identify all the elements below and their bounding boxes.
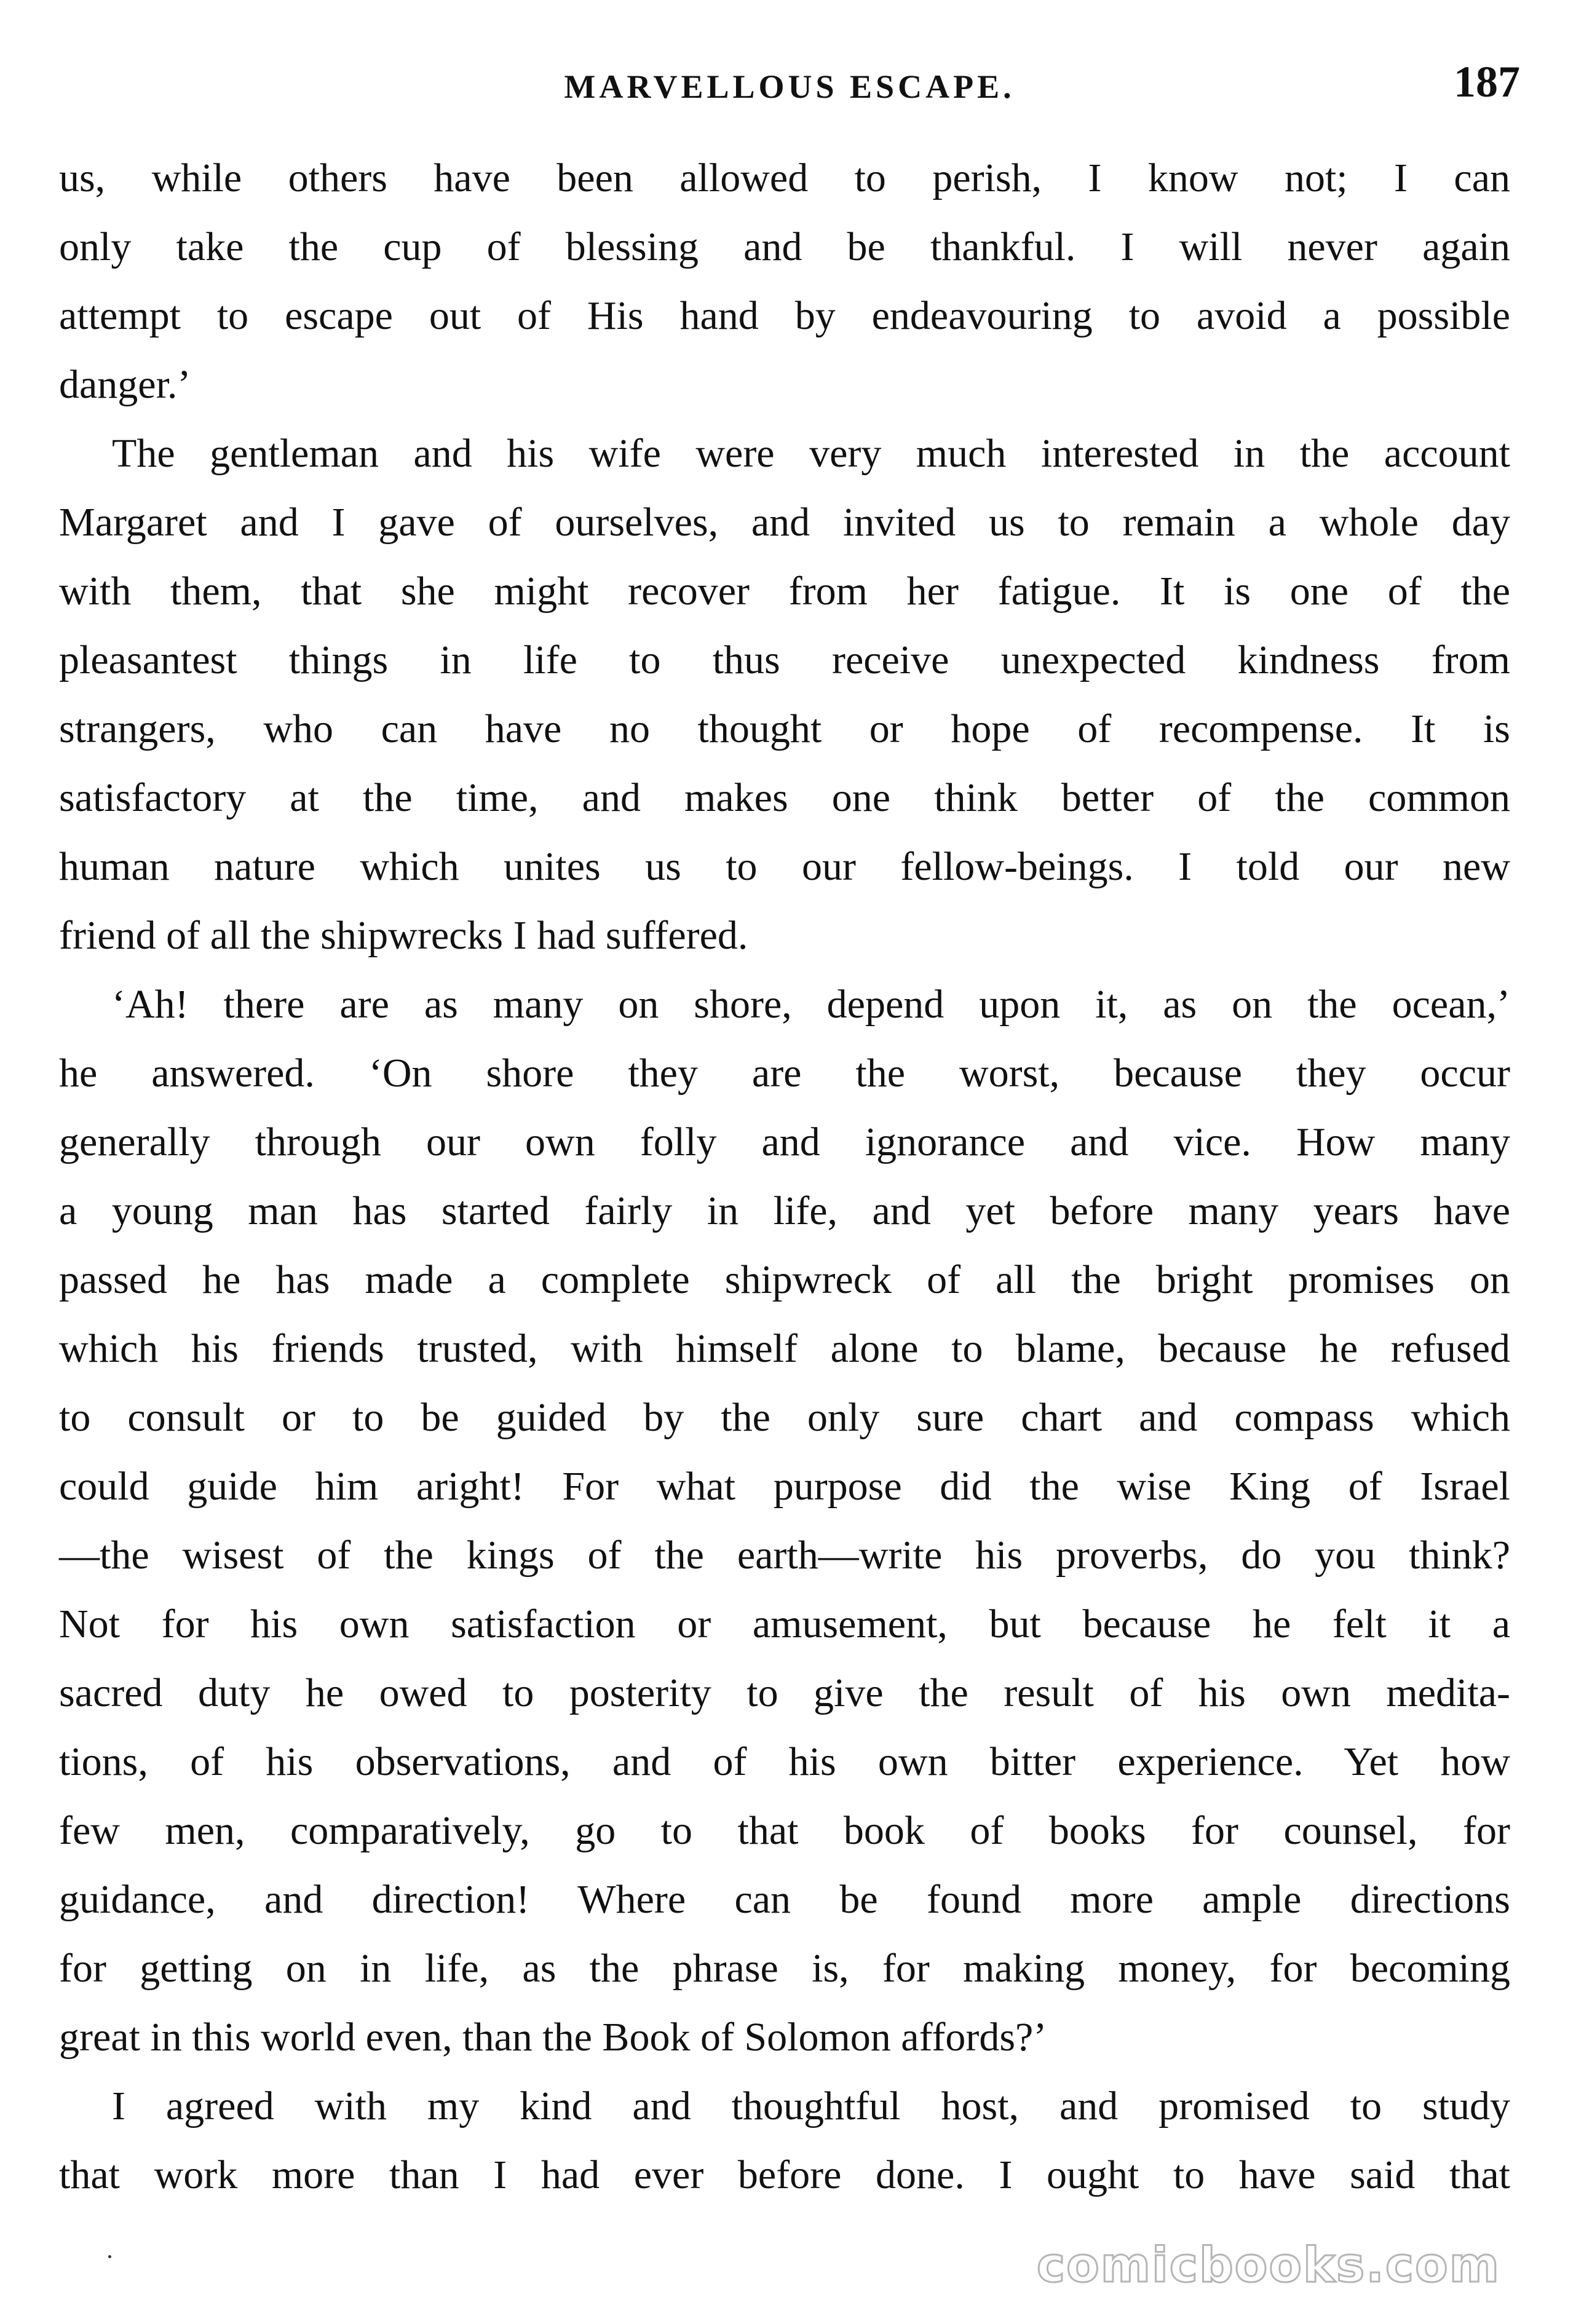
text-line: only take the cup of blessing and be thankful. I will never again <box>59 224 1510 269</box>
text-line: guidance, and direction! Where can be found more ample directions <box>59 1877 1510 1922</box>
body-text <box>59 144 1510 2210</box>
page-number: 187 <box>1454 57 1520 106</box>
text-line: few men, comparatively, go to that book of books for counsel, for <box>59 1808 1510 1853</box>
text-line: passed he has made a complete shipwreck of all the bright promises on <box>59 1257 1510 1302</box>
text-line: —the wisest of the kings of the earth—write his proverbs, do you think? <box>59 1533 1510 1578</box>
text-line: pleasantest things in life to thus receive unexpected kindness from <box>59 638 1510 682</box>
text-line: that work more than I had ever before done. I ought to have said that <box>59 2152 1510 2197</box>
print-speck <box>108 2255 111 2258</box>
text-line: I agreed with my kind and thoughtful host, and promised to study <box>112 2084 1510 2128</box>
text-line: which his friends trusted, with himself alone to blame, because he refused <box>59 1326 1510 1371</box>
running-head <box>59 54 1520 109</box>
text-line: could guide him aright! For what purpose did the wise King of Israel <box>59 1464 1510 1509</box>
text-line: The gentleman and his wife were very much interested in the account <box>112 431 1510 476</box>
text-line: Not for his own satisfaction or amusement, but because he felt it a <box>59 1602 1510 1646</box>
running-title: MARVELLOUS ESCAPE. <box>564 68 1015 105</box>
text-line: he answered. ‘On shore they are the worst, because they occur <box>59 1051 1510 1096</box>
text-line: tions, of his observations, and of his own bitter experience. Yet how <box>59 1739 1510 1784</box>
text-line: strangers, who can have no thought or hope of recompense. It is <box>59 706 1510 751</box>
text-line: Margaret and I gave of ourselves, and invited us to remain a whole day <box>59 500 1510 545</box>
text-line: for getting on in life, as the phrase is, for making money, for becoming <box>59 1946 1510 1991</box>
text-line: with them, that she might recover from her fatigue. It is one of the <box>59 569 1510 614</box>
text-line: great in this world even, than the Book of Solomon affords?’ <box>59 2015 1047 2060</box>
text-line: sacred duty he owed to posterity to give the result of his own medita- <box>59 1670 1510 1715</box>
text-line: a young man has started fairly in life, and yet before many years have <box>59 1188 1510 1233</box>
text-line: satisfactory at the time, and makes one think better of the common <box>59 775 1510 820</box>
text-line: us, while others have been allowed to perish, I know not; I can <box>59 156 1510 200</box>
text-line: generally through our own folly and ignorance and vice. How many <box>59 1120 1510 1164</box>
text-line: attempt to escape out of His hand by endeavouring to avoid a possible <box>59 293 1510 338</box>
text-line: friend of all the shipwrecks I had suffered. <box>59 913 748 958</box>
text-line: human nature which unites us to our fellow-beings. I told our new <box>59 844 1510 889</box>
watermark-text: comicbooks.com <box>1036 2238 1500 2293</box>
text-line: to consult or to be guided by the only sure chart and compass which <box>59 1395 1510 1440</box>
text-line: danger.’ <box>59 362 191 407</box>
text-line: ‘Ah! there are as many on shore, depend upon it, as on the ocean,’ <box>112 982 1510 1027</box>
